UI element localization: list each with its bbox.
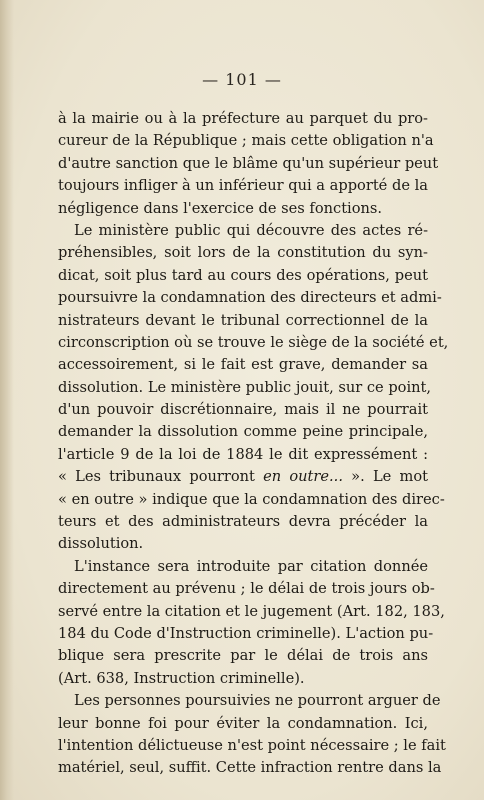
text-line: toujours infliger à un inférieur qui a apporté de la bbox=[58, 177, 428, 195]
text-line: l'article 9 de la loi de 1884 le dit expressément : bbox=[58, 445, 428, 463]
text-line: dissolution. Le ministère public jouit, sur ce point, bbox=[58, 378, 432, 396]
body-text bbox=[58, 108, 449, 780]
text-line: blique sera prescrite par le délai de trois ans bbox=[58, 647, 428, 665]
text-line: circonscription où se trouve le siège de la société et, bbox=[58, 333, 449, 351]
text-line: d'autre sanction que le blâme qu'un supérieur peut bbox=[58, 154, 439, 172]
text-line: d'un pouvoir discrétionnaire, mais il ne pourrait bbox=[58, 401, 428, 419]
text-line: leur bonne foi pour éviter la condamnation. Ici, bbox=[58, 714, 428, 732]
paragraph bbox=[58, 690, 446, 780]
text-line: Les personnes poursuivies ne pourront arguer de bbox=[74, 692, 441, 710]
text-line: L'instance sera introduite par citation donnée bbox=[74, 557, 428, 575]
text-line: 184 du Code d'Instruction criminelle). L'action pu- bbox=[58, 624, 434, 642]
paragraph bbox=[58, 556, 445, 690]
text-line: teurs et des administrateurs devra précéder la bbox=[58, 513, 428, 531]
text-line: l'intention délictueuse n'est point nécessaire ; le fait bbox=[58, 736, 446, 754]
text-line: « en outre » indique que la condamnation des direc- bbox=[58, 490, 445, 508]
text-line: cureur de la République ; mais cette obligation n'a bbox=[58, 132, 434, 150]
text-line: demander la dissolution comme peine principale, bbox=[58, 423, 428, 441]
page-number: — 101 — bbox=[202, 70, 282, 89]
paragraph bbox=[58, 108, 439, 220]
text-line: Le ministère public qui découvre des actes ré- bbox=[74, 221, 428, 239]
text-line: dicat, soit plus tard au cours des opérations, peut bbox=[58, 266, 428, 284]
text-line: « Les tribunaux pourront en outre... ». Le mot bbox=[58, 468, 428, 486]
text-line: poursuivre la condamnation des directeurs et admi- bbox=[58, 289, 442, 307]
paragraph bbox=[58, 220, 449, 556]
text-line: dissolution. bbox=[58, 535, 144, 553]
text-line: accessoirement, si le fait est grave, demander sa bbox=[58, 356, 428, 374]
text-line: directement au prévenu ; le délai de trois jours ob- bbox=[58, 580, 435, 598]
text-line: (Art. 638, Instruction criminelle). bbox=[58, 669, 305, 687]
text-line: préhensibles, soit lors de la constitution du syn- bbox=[58, 244, 428, 262]
text-line: négligence dans l'exercice de ses fonctions. bbox=[58, 199, 383, 217]
page-binding-edge bbox=[0, 0, 14, 800]
text-line: servé entre la citation et le jugement (Art. 182, 183, bbox=[58, 602, 445, 620]
italic-text: en outre... bbox=[263, 468, 343, 486]
text-line: nistrateurs devant le tribunal correctionnel de la bbox=[58, 311, 428, 329]
text-line: à la mairie ou à la préfecture au parquet du pro- bbox=[58, 110, 428, 127]
text-line: matériel, seul, suffit. Cette infraction rentre dans la bbox=[58, 759, 442, 777]
